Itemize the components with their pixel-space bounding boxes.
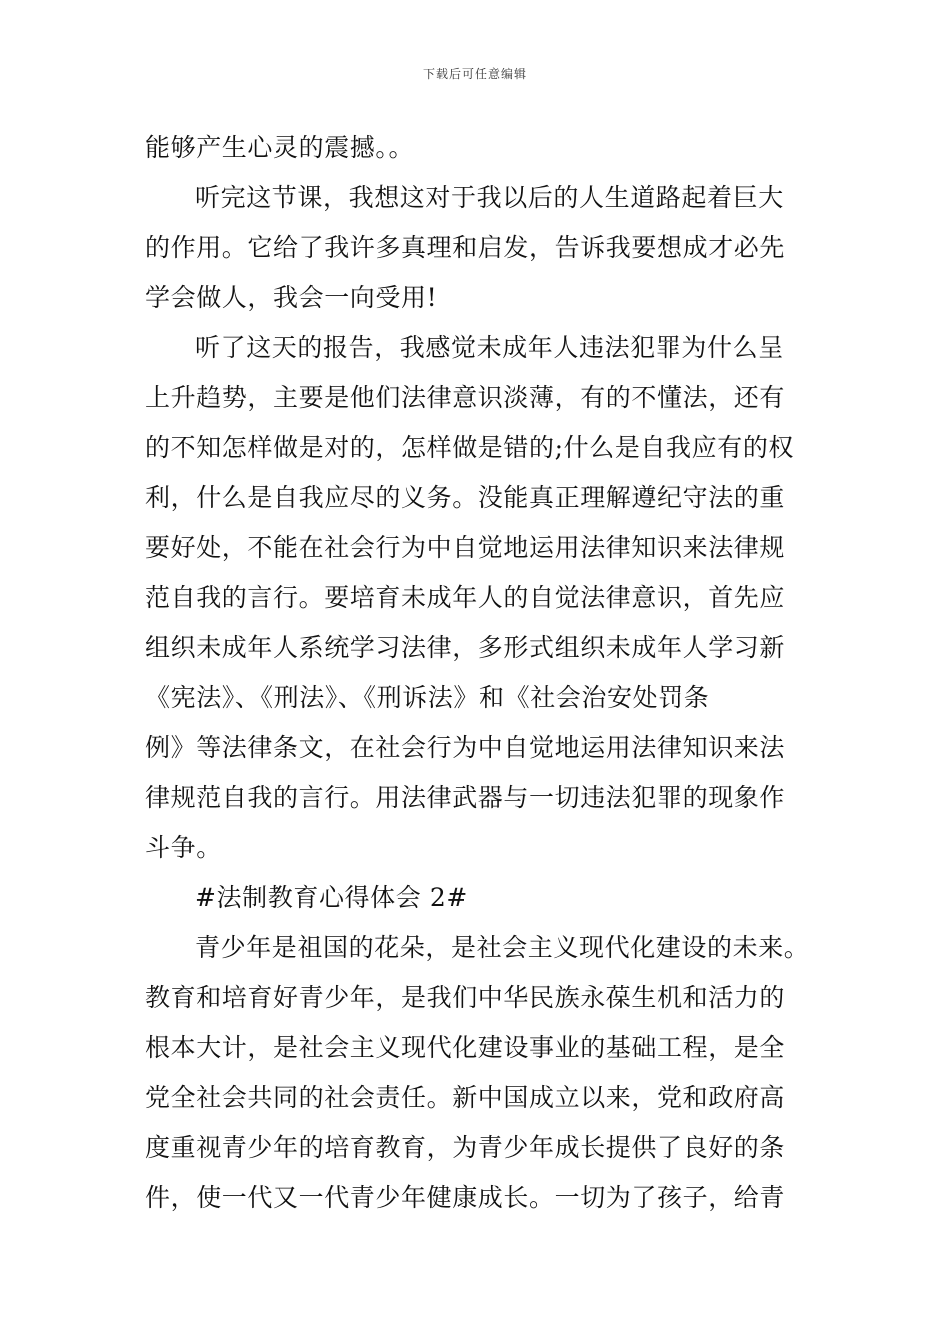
text-line: 青少年是祖国的花朵，是社会主义现代化建设的未来。 [195,933,810,962]
text-line: 斗争。 [145,833,222,862]
text-line: 例》等法律条文，在社会行为中自觉地运用法律知识来法 [145,733,786,762]
text-line: 度重视青少年的培育教育，为青少年成长提供了良好的条 [145,1133,786,1162]
text-line: 根本大计，是社会主义现代化建设事业的基础工程，是全 [145,1033,786,1062]
text-line: 《宪法》、《刑法》、《刑诉法》和《社会治安处罚条 [145,683,710,712]
text-line: 件，使一代又一代青少年健康成长。一切为了孩子，给青 [145,1183,786,1212]
text-line: 律规范自我的言行。用法律武器与一切违法犯罪的现象作 [145,783,786,812]
text-line: 学会做人，我会一向受用! [145,283,438,312]
text-line: 上升趋势，主要是他们法律意识淡薄，有的不懂法，还有 [145,383,786,412]
text-line: 党全社会共同的社会责任。新中国成立以来，党和政府高 [145,1083,786,1112]
header-note: 下载后可任意编辑 [422,67,527,81]
text-line: 范自我的言行。要培育未成年人的自觉法律意识，首先应 [145,583,786,612]
text-line: 能够产生心灵的震撼。。 [145,133,415,162]
text-line: 教育和培育好青少年，是我们中华民族永葆生机和活力的 [145,983,786,1012]
text-line: 组织未成年人系统学习法律，多形式组织未成年人学习新 [145,633,786,662]
text-line: 的作用。它给了我许多真理和启发，告诉我要想成才必先 [145,233,786,262]
text-line: 要好处，不能在社会行为中自觉地运用法律知识来法律规 [145,533,786,562]
text-line: 听完这节课，我想这对于我以后的人生道路起着巨大 [195,183,784,212]
text-line: 的不知怎样做是对的，怎样做是错的;什么是自我应有的权 [145,433,795,462]
document-body [145,123,810,1223]
text-line: 听了这天的报告，我感觉未成年人违法犯罪为什么呈 [195,333,784,362]
section-heading: #法制教育心得体会 2# [195,883,468,912]
text-line: 利，什么是自我应尽的义务。没能真正理解遵纪守法的重 [145,483,786,512]
